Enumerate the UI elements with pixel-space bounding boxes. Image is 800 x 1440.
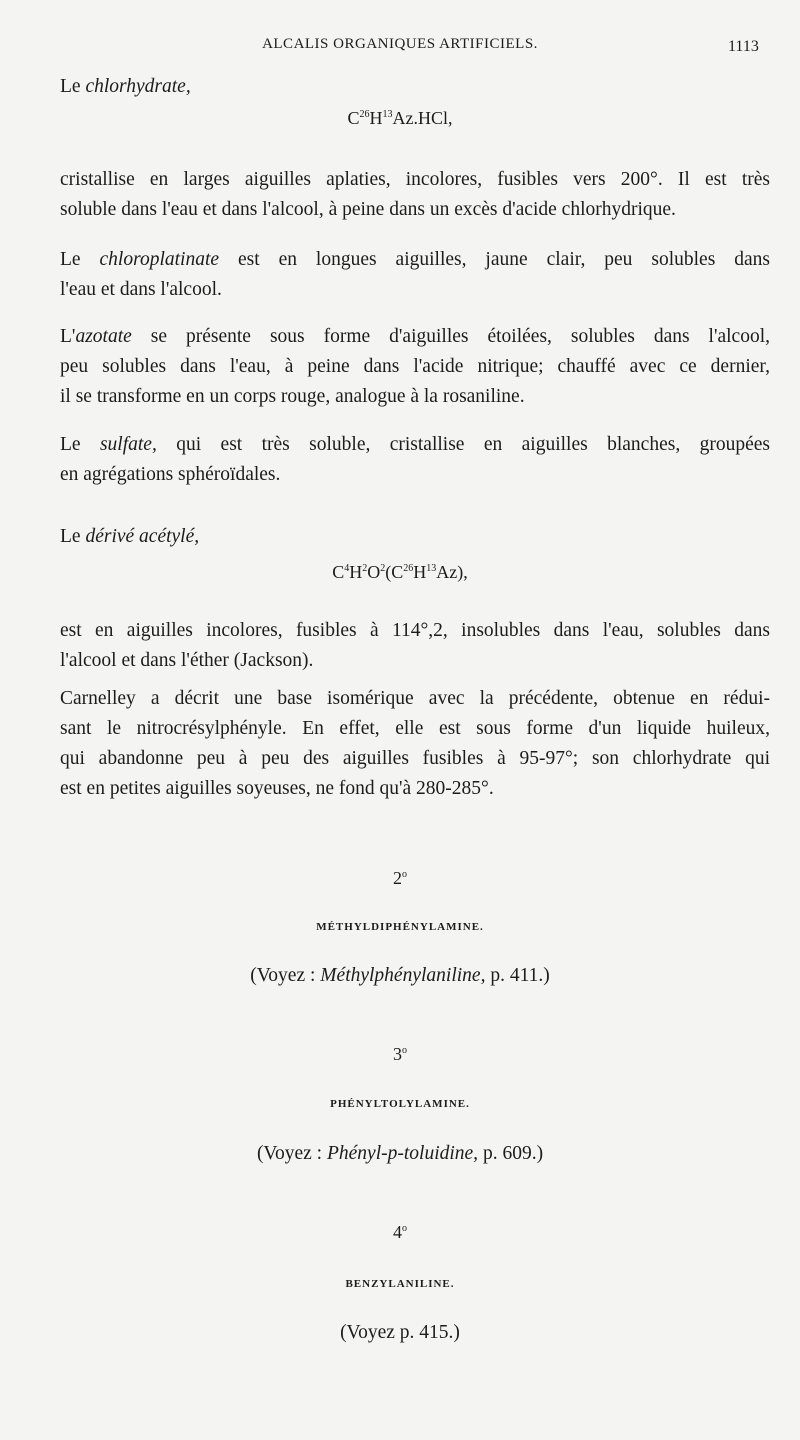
section-2-title: MÉTHYLDIPHÉNYLAMINE. — [316, 921, 484, 933]
section-4-reference: (Voyez p. 415.) — [340, 1322, 460, 1343]
running-header: ALCALIS ORGANIQUES ARTIFICIELS. — [262, 36, 538, 52]
azotate-paragraph: L'azotate se présente sous forme d'aiguilles étoilées, solubles dans l'alcool, peu solubles dans l'eau, à peine dans l'acide nitrique; chauffé avec ce dernier, il se transforme en un corps rouge, analogue à la rosaniline. — [60, 326, 770, 407]
chloroplatinate-term: chloroplatinate — [99, 249, 220, 270]
section-3-number: 3$^o$ — [393, 1044, 407, 1064]
section-4-number: 4$^o$ — [393, 1222, 407, 1242]
carnelley-paragraph: Carnelley a décrit une base isomérique avec la précédente, obtenue en rédui- sant le nitrocrésylphényle. En effet, elle est sous forme d'un liquide huileux, qui abandonne peu à peu des aiguilles fusibles à 95-97°; son chlorhydrate qui est en petites aiguilles soyeuses, ne fond qu'à 280-285°. — [60, 688, 770, 799]
page-number: 1113 — [728, 38, 759, 55]
chlorhydrate-formula: $C^{26}H^{13}Az.HCl$, — [347, 108, 453, 128]
acetyle-intro: Le dérivé acétylé, — [60, 526, 200, 547]
section-4-title: BENZYLANILINE. — [345, 1278, 455, 1290]
sulfate-term: sulfate, — [99, 434, 157, 455]
chlorhydrate-intro: Le chlorhydrate, — [60, 76, 191, 97]
chlorhydrate-paragraph: cristallise en larges aiguilles aplaties, incolores, fusibles vers 200°. Il est très soluble dans l'eau et dans l'alcool, à peine dans un excès d'acide chlorhydrique. — [60, 169, 770, 220]
section-3-title: PHÉNYLTOLYLAMINE. — [330, 1098, 470, 1110]
acetyle-term: dérivé acétylé, — [85, 526, 200, 547]
section-2-reference: (Voyez : Méthylphénylaniline, p. 411.) — [250, 965, 550, 986]
chlorhydrate-term: chlorhydrate, — [85, 76, 191, 97]
azotate-term: azotate — [75, 326, 132, 347]
section-2-number: 2$^o$ — [393, 868, 407, 888]
chloroplatinate-paragraph: Le chloroplatinate est en longues aiguilles, jaune clair, peu solubles dans l'eau et dans l'alcool. — [60, 249, 770, 300]
section-3-reference: (Voyez : Phényl-p-toluidine, p. 609.) — [256, 1143, 544, 1164]
acetyle-paragraph: est en aiguilles incolores, fusibles à 114°,2, insolubles dans l'eau, solubles dans l'alcool et dans l'éther (Jackson). — [60, 620, 770, 671]
sulfate-paragraph: Le sulfate, qui est très soluble, cristallise en aiguilles blanches, groupées en agrégations sphéroïdales. — [60, 434, 770, 485]
acetyle-formula: $C^4H^2O^2(C^{26}H^{13}Az)$, — [332, 562, 468, 582]
